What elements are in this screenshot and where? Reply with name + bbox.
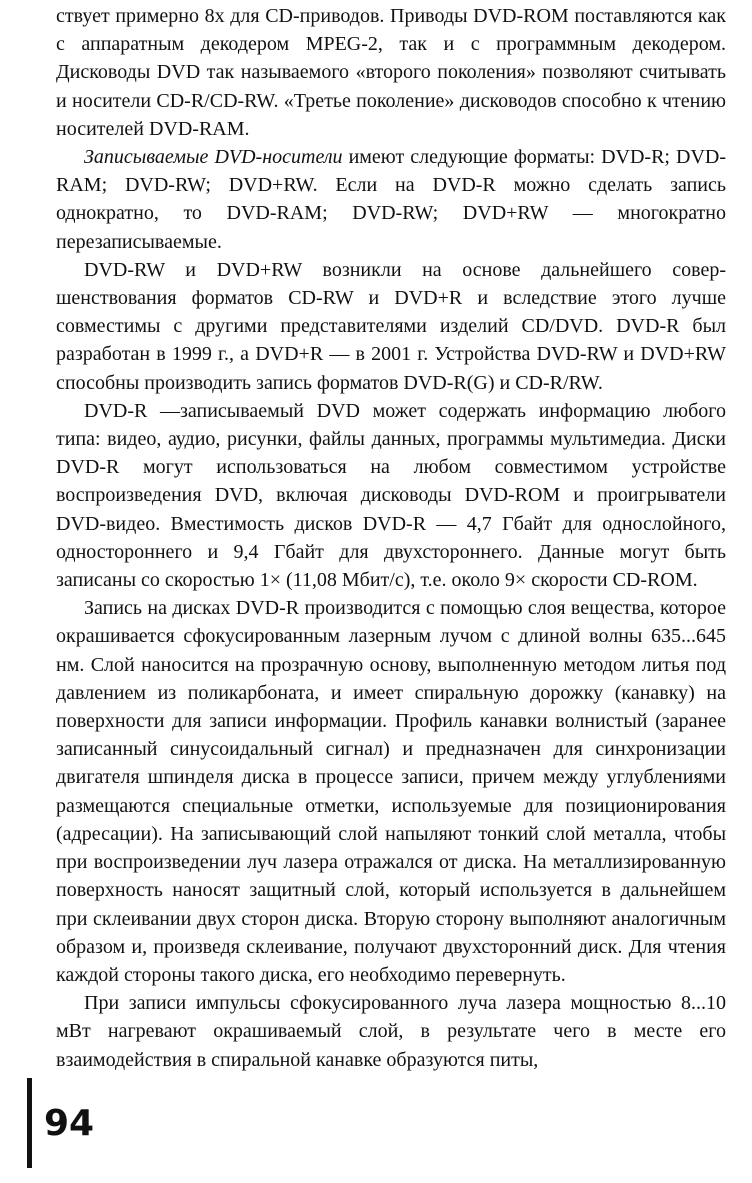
paragraph-2-text: имеют следующие форматы: DVD-R; DVD-RAM; DVD-RW; DVD+RW. Если на DVD-R можно сделать запись однократно, то DVD-RAM; DVD-RW; DVD+RW — многократно перезаписываемые.	[56, 146, 726, 253]
paragraph-6	[56, 989, 726, 1074]
paragraph-5-text: Запись на дисках DVD-R производится с помощью слоя вещества, которое окрашивается сфокусированным лазерным лучом с длиной волны 635...645 нм. Слой наносится на прозрачную основу, выполненную методом литья под давлением из поликарбоната, и имеет спиральную дорожку (канавку) на поверхности для записи информации. Профиль канавки волнистый (заранее записанный синусоидальный сигнал) и предназначен для синхронизации двигателя шпинделя диска в процессе записи, причем между углублениями размещаются специальные отметки, используемые для позиционирования (адресации). На записывающий слой напыляют тонкий слой металла, чтобы при воспроизведении луч лазера отражался от диска. На металлизированную поверхность наносят защитный слой, который используется в дальнейшем при склеивании двух сторон диска. Вторую сторону выполняют аналогичным образом и, произведя склеивание, получают двухсторонний диск. Для чтения каждой стороны такого диска, его необходимо перевернуть.	[56, 597, 726, 986]
paragraph-5	[56, 594, 726, 989]
paragraph-4-text: DVD-R —записываемый DVD может содержать информацию любого типа: видео, аудио, рисунки, файлы данных, программы мультимедиа. Диски DVD-R могут использоваться на любом совместимом устройстве воспроизведения DVD, включая дисководы DVD-ROM и проигрыватели DVD-видео. Вместимость дисков DVD-R — 4,7 Гбайт для однослойного, одностороннего и 9,4 Гбайт для двухстороннего. Данные могут быть записаны со скоростью 1× (11,08 Мбит/с), т.е. около 9× скорости CD-ROM.	[56, 399, 726, 592]
paragraph-4	[56, 397, 726, 594]
footer-rule	[27, 1078, 32, 1168]
paragraph-3-text: DVD-RW и DVD+RW возникли на основе дальнейшего совершенствования форматов CD-RW и DVD+R и вследствие этого лучше совместимы с другими представителями изделий CD/DVD. DVD-R был разработан в 1999 г., а DVD+R — в 2001 г. Устройства DVD-RW и DVD+RW способны производить запись форматов DVD-R(G) и CD-R/RW.	[56, 258, 726, 394]
paragraph-1-text: ствует примерно 8х для CD-приводов. Приводы DVD-ROM поставляются как с аппаратным декодером MPEG-2, так и с программным декодером. Дисководы DVD так называемого «второго поколения» позволяют считывать и носители CD-R/CD-RW. «Третье поколение» дисководов способно к чтению носителей DVD-RAM.	[56, 5, 726, 140]
paragraph-3	[56, 256, 726, 397]
paragraph-2	[56, 143, 726, 256]
page-text	[56, 2, 726, 1074]
paragraph-2-lead: Записываемые DVD-носители	[84, 146, 343, 169]
paragraph-1	[56, 2, 726, 143]
page-number: 94	[44, 1103, 95, 1144]
paragraph-6-text: При записи импульсы сфокусированного луча лазера мощностью 8...10 мВт нагревают окрашиваемый слой, в результате чего в месте его взаимодействия в спиральной канавке образуются питы,	[56, 992, 726, 1071]
